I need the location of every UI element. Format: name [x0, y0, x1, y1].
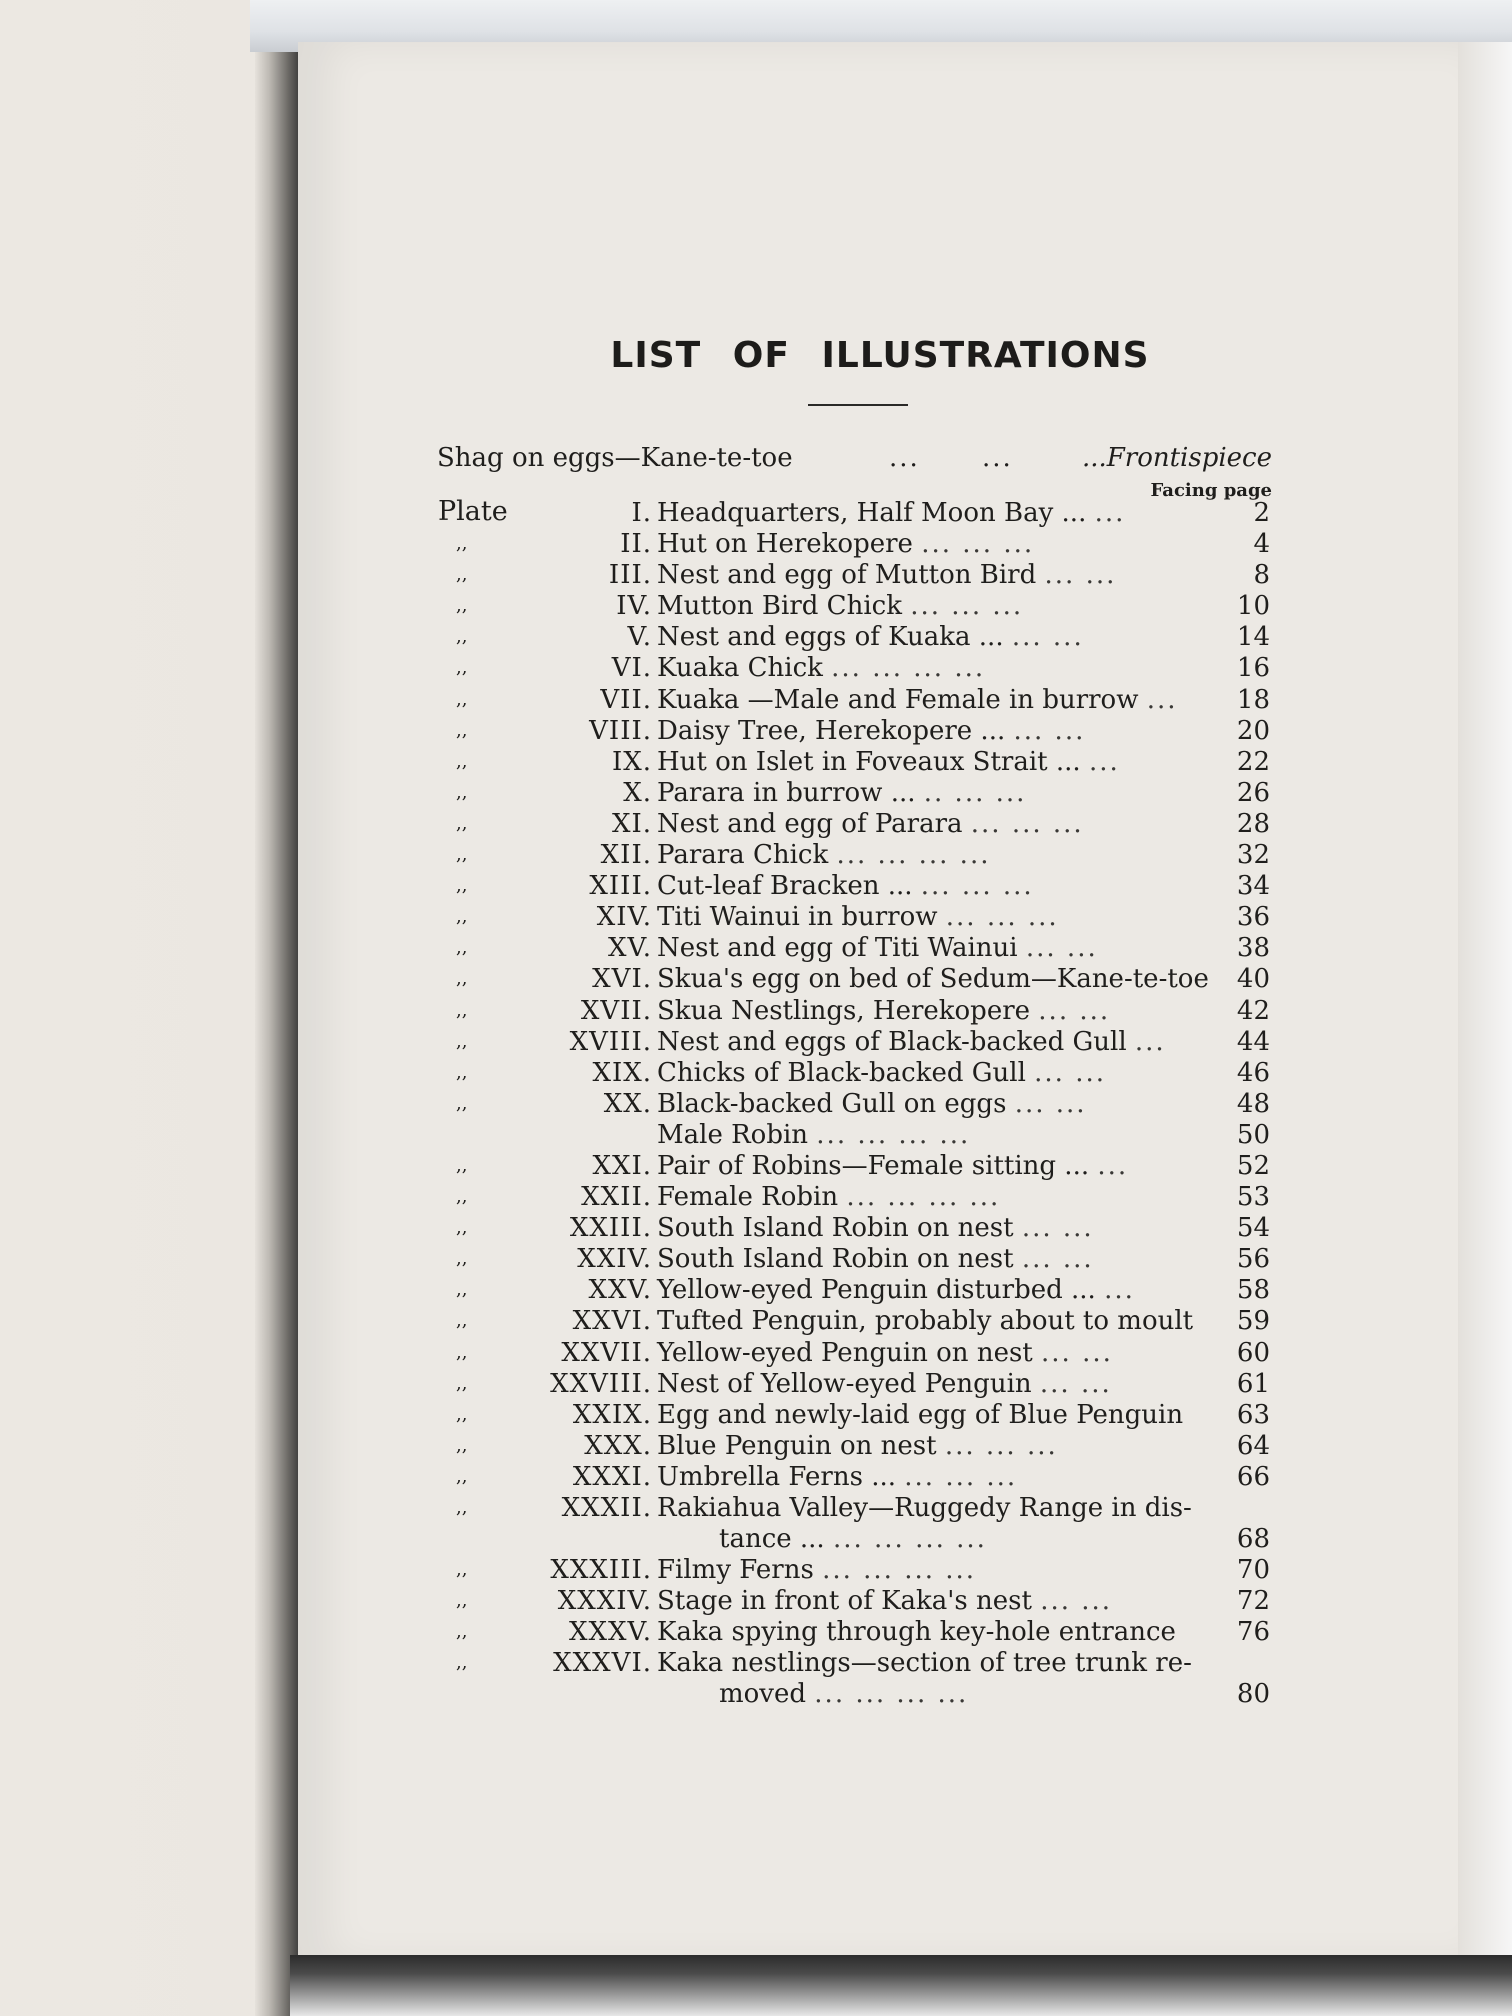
page-number: 22	[1236, 746, 1270, 777]
list-item	[430, 560, 1270, 591]
plate-numeral: XIII.	[589, 871, 652, 902]
plate-caption	[657, 653, 1217, 683]
page-number: 72	[1236, 1586, 1270, 1617]
page-number: 48	[1236, 1088, 1270, 1119]
list-item	[430, 1027, 1270, 1058]
list-item	[430, 1306, 1270, 1337]
leader-dots: ... ...	[1011, 622, 1084, 653]
list-item	[430, 653, 1270, 684]
list-item	[430, 964, 1270, 995]
plate-caption	[657, 1462, 1217, 1492]
plate-caption-continuation	[719, 1679, 968, 1709]
plate-caption	[657, 1027, 1217, 1057]
leader-dots: ... ...	[1038, 995, 1111, 1026]
plate-numeral: XXIV.	[577, 1244, 652, 1275]
page-number: 40	[1236, 964, 1270, 995]
page-number: 36	[1236, 902, 1270, 933]
plate-caption-continuation-text: tance ...	[719, 1524, 825, 1554]
ditto-mark: ,,	[456, 657, 468, 679]
list-item	[430, 1493, 1270, 1555]
plate-numeral: XXXV.	[568, 1617, 652, 1648]
plate-caption	[657, 1400, 1217, 1430]
ditto-mark: ,,	[456, 937, 468, 959]
page-number: 32	[1236, 840, 1270, 871]
plate-numeral: XIV.	[596, 902, 652, 933]
list-item	[430, 591, 1270, 622]
plate-caption-text: Kaka spying through key-hole entrance	[657, 1617, 1176, 1648]
plate-caption-text: Blue Penguin on nest	[657, 1430, 937, 1461]
plate-numeral: XI.	[611, 808, 652, 839]
plate-numeral: XXVII.	[561, 1337, 652, 1368]
plate-numeral: VII.	[600, 684, 652, 715]
page-number: 66	[1236, 1461, 1270, 1492]
page-number: 26	[1236, 777, 1270, 808]
ditto-mark: ,,	[456, 1186, 468, 1208]
page-number: 80	[1236, 1679, 1270, 1710]
plate-numeral: VI.	[611, 653, 652, 684]
leader-dots: ... ... ... ...	[816, 1119, 971, 1150]
plate-numeral: XXX.	[584, 1430, 652, 1461]
plate-caption	[657, 560, 1217, 590]
page-number: 56	[1236, 1244, 1270, 1275]
page-number: 10	[1236, 591, 1270, 622]
plate-numeral: III.	[608, 560, 652, 591]
page-number: 34	[1236, 871, 1270, 902]
ditto-mark: ,,	[456, 1434, 468, 1456]
ditto-mark: ,,	[456, 1341, 468, 1363]
page-number: 44	[1236, 1026, 1270, 1057]
plate-caption	[657, 1338, 1217, 1368]
page-number: 50	[1236, 1119, 1270, 1150]
illustration-list	[430, 498, 1270, 1710]
plate-caption-text: Kuaka —Male and Female in burrow	[657, 684, 1139, 715]
list-item	[430, 1275, 1270, 1306]
list-item	[430, 809, 1270, 840]
plate-caption-text: Black-backed Gull on eggs	[657, 1088, 1007, 1119]
plate-caption-text: Hut on Islet in Foveaux Strait ...	[657, 746, 1081, 777]
leader-dots: ... ... ...	[920, 871, 1034, 902]
ditto-mark: ,,	[456, 564, 468, 586]
plate-caption	[657, 747, 1217, 777]
page-number: 46	[1236, 1057, 1270, 1088]
ditto-mark: ,,	[456, 1465, 468, 1487]
ditto-mark: ,,	[456, 1652, 468, 1674]
plate-caption	[657, 1089, 1217, 1119]
list-item	[430, 685, 1270, 716]
plate-caption-text: Parara Chick	[657, 840, 829, 871]
plate-caption-text: Nest of Yellow-eyed Penguin	[657, 1368, 1032, 1399]
leader-dots: ... ...	[1021, 1213, 1094, 1244]
plate-caption	[657, 902, 1217, 932]
plate-numeral: XVII.	[580, 995, 652, 1026]
ditto-mark: ,,	[456, 719, 468, 741]
plate-caption-text: Male Robin	[657, 1119, 809, 1150]
ditto-mark: ,,	[456, 750, 468, 772]
plate-caption-text: South Island Robin on nest	[657, 1244, 1014, 1275]
plate-caption-text: Nest and eggs of Black-backed Gull	[657, 1026, 1127, 1057]
plate-caption	[657, 529, 1217, 559]
leader-dots: ... ... ...	[921, 529, 1035, 560]
frontispiece-entry	[437, 443, 1272, 483]
plate-caption	[657, 933, 1217, 963]
page-number: 53	[1236, 1182, 1270, 1213]
book-spine-edge	[255, 0, 303, 2016]
ditto-mark: ,,	[456, 1248, 468, 1270]
leader-dots: ... ...	[1025, 933, 1098, 964]
list-item	[430, 1213, 1270, 1244]
list-item	[430, 1400, 1270, 1431]
plate-numeral: XIX.	[592, 1057, 652, 1088]
plate-caption-text: Filmy Ferns	[657, 1555, 814, 1585]
leader-dots: ...	[1134, 1026, 1166, 1057]
page-number: 59	[1236, 1306, 1270, 1337]
leader-dots: ... ... ... ...	[814, 1679, 969, 1710]
plate-numeral: XVIII.	[569, 1026, 652, 1057]
plate-numeral: XXVI.	[572, 1306, 652, 1337]
plate-caption	[657, 1275, 1217, 1305]
leader-dots: ... ... ... ...	[846, 1182, 1001, 1213]
plate-caption-text: Daisy Tree, Herekopere ...	[657, 715, 1006, 746]
book-bottom-edge	[290, 1955, 1512, 2016]
page-number: 2	[1253, 498, 1270, 528]
page-number: 14	[1236, 622, 1270, 653]
ditto-mark: ,,	[456, 906, 468, 928]
plate-numeral: XXXIV.	[557, 1586, 652, 1617]
title-rule	[808, 404, 908, 406]
plate-caption	[657, 498, 1217, 528]
page-number: 38	[1236, 933, 1270, 964]
plate-caption-continuation	[719, 1524, 987, 1554]
ditto-mark: ,,	[456, 688, 468, 710]
plate-caption	[657, 1555, 1217, 1585]
plate-caption	[657, 1244, 1217, 1274]
ditto-mark: ,,	[456, 968, 468, 990]
list-item	[430, 1586, 1270, 1617]
leader-dots: ... ... ...	[944, 1430, 1058, 1461]
plate-caption	[657, 871, 1217, 901]
page-number: 18	[1236, 684, 1270, 715]
plate-caption-text: Parara in burrow ...	[657, 777, 916, 808]
list-item	[430, 840, 1270, 871]
ditto-mark: ,,	[456, 1372, 468, 1394]
plate-caption-text: Pair of Robins—Female sitting ...	[657, 1150, 1090, 1181]
plate-caption-text: Kuaka Chick	[657, 653, 823, 684]
list-item	[430, 1244, 1270, 1275]
plate-numeral: XXI.	[592, 1150, 652, 1181]
plate-numeral: XXIII.	[569, 1213, 652, 1244]
plate-caption-text: Egg and newly-laid egg of Blue Penguin	[657, 1399, 1184, 1430]
plate-numeral: VIII.	[589, 715, 652, 746]
leader-dots: ...	[1146, 684, 1178, 715]
list-item	[430, 996, 1270, 1027]
ditto-mark: ,,	[456, 1403, 468, 1425]
plate-numeral: XXIX.	[572, 1399, 652, 1430]
list-item	[430, 1151, 1270, 1182]
leader-dots: ... ...	[1040, 1586, 1113, 1617]
plate-numeral: XXII.	[581, 1182, 652, 1213]
leader-dots: .. ... ...	[923, 777, 1027, 808]
plate-caption-text: Nest and egg of Mutton Bird	[657, 560, 1037, 591]
ditto-mark: ,,	[456, 875, 468, 897]
ditto-mark: ,,	[456, 1590, 468, 1612]
leader-dots: ... ... ...	[945, 902, 1059, 933]
plate-caption-text: Female Robin	[657, 1182, 839, 1213]
plate-caption-text: South Island Robin on nest	[657, 1213, 1014, 1244]
plate-caption	[657, 1120, 1217, 1150]
plate-numeral: XXXVI.	[553, 1648, 652, 1679]
plate-caption	[657, 685, 1217, 715]
leader-dots: ... ... ... ...	[822, 1555, 977, 1585]
page-number: 60	[1236, 1337, 1270, 1368]
leader-dots: ... ... ... ...	[832, 1524, 987, 1554]
list-item	[430, 498, 1270, 529]
leader-dots: ...	[1088, 746, 1120, 777]
leader-dots: ... ... ...	[910, 591, 1024, 622]
list-item	[430, 1369, 1270, 1400]
plate-caption	[657, 1213, 1217, 1243]
plate-caption-text: Mutton Bird Chick	[657, 591, 902, 622]
frontispiece-caption: Shag on eggs—Kane-te-toe	[437, 443, 793, 473]
plate-numeral: V.	[627, 622, 652, 653]
page-number: 58	[1236, 1275, 1270, 1306]
list-item	[430, 933, 1270, 964]
frontispiece-page: ...Frontispiece	[1081, 443, 1272, 473]
plate-numeral: IV.	[616, 591, 652, 622]
ditto-mark: ,,	[456, 999, 468, 1021]
leader-dots: ... ... ...	[904, 1461, 1018, 1492]
ditto-mark: ,,	[456, 1497, 468, 1518]
plate-caption-text: Nest and egg of Titi Wainui	[657, 933, 1018, 964]
plate-caption-text: Cut-leaf Bracken ...	[657, 871, 913, 902]
plate-numeral: XXVIII.	[550, 1368, 652, 1399]
plate-caption-text: Chicks of Black-backed Gull	[657, 1057, 1026, 1088]
plate-caption	[657, 622, 1217, 652]
plate-caption	[657, 1058, 1217, 1088]
page-number: 61	[1236, 1368, 1270, 1399]
leader-dots: ...	[1094, 498, 1126, 528]
leader-dots: ...	[1097, 1150, 1129, 1181]
plate-caption-text: Hut on Herekopere	[657, 529, 913, 560]
leader-dots: ... ...	[1021, 1244, 1094, 1275]
ditto-mark: ,,	[456, 1061, 468, 1083]
plate-caption-text: Yellow-eyed Penguin disturbed ...	[657, 1275, 1096, 1306]
plate-numeral: I.	[631, 498, 652, 528]
list-item	[430, 871, 1270, 902]
page-number: 64	[1236, 1430, 1270, 1461]
ditto-mark: ,,	[456, 844, 468, 866]
plate-caption-text: Umbrella Ferns ...	[657, 1461, 897, 1492]
plate-caption-text: Stage in front of Kaka's nest	[657, 1586, 1032, 1617]
plate-caption-continuation-text: moved	[719, 1679, 807, 1710]
list-item	[430, 1555, 1270, 1586]
list-item	[430, 1431, 1270, 1462]
ditto-mark: ,,	[456, 1559, 468, 1580]
plate-caption	[657, 1306, 1217, 1336]
plate-caption	[657, 1493, 1217, 1554]
list-item	[430, 1648, 1270, 1710]
leader-dots: ... ...	[1034, 1057, 1107, 1088]
plate-caption-text: Headquarters, Half Moon Bay ...	[657, 498, 1087, 528]
plate-caption	[657, 1586, 1217, 1616]
plate-numeral: XX.	[603, 1088, 652, 1119]
plate-caption	[657, 1369, 1217, 1399]
page-number: 8	[1253, 560, 1270, 591]
plate-numeral: XV.	[607, 933, 652, 964]
plate-caption	[657, 1617, 1217, 1647]
page-number: 16	[1236, 653, 1270, 684]
plate-numeral: XXXI.	[572, 1461, 652, 1492]
leader-dots: ... ...	[1013, 715, 1086, 746]
ditto-mark: ,,	[456, 1621, 468, 1643]
plate-caption-text: Rakiahua Valley—Ruggedy Range in dis-	[657, 1493, 1192, 1523]
plate-numeral: XXXII.	[561, 1493, 652, 1523]
plate-caption-text: Yellow-eyed Penguin on nest	[657, 1337, 1033, 1368]
list-item	[430, 1617, 1270, 1648]
ditto-mark: ,,	[456, 1092, 468, 1114]
ditto-mark: ,,	[456, 812, 468, 834]
page-number: 20	[1236, 715, 1270, 746]
page-title: LIST OF ILLUSTRATIONS	[610, 335, 1150, 376]
plate-caption-text: Kaka nestlings—section of tree trunk re-	[657, 1648, 1192, 1679]
plate-caption-text: Nest and eggs of Kuaka ...	[657, 622, 1004, 653]
list-item	[430, 529, 1270, 560]
leader-dots: ... ...	[1041, 1337, 1113, 1368]
list-item	[430, 902, 1270, 933]
plate-caption	[657, 964, 1217, 994]
page-number: 52	[1236, 1150, 1270, 1181]
ditto-mark: ,,	[456, 533, 468, 555]
plate-caption-text: Nest and egg of Parara	[657, 808, 963, 839]
leader-dots: ...	[889, 443, 920, 473]
ditto-mark: ,,	[456, 1030, 468, 1052]
page-number: 4	[1253, 529, 1270, 560]
ditto-mark: ,,	[456, 1217, 468, 1239]
list-item	[430, 716, 1270, 747]
plate-caption	[657, 1648, 1217, 1710]
list-item	[430, 1058, 1270, 1089]
plate-caption	[657, 716, 1217, 746]
leader-dots: ... ... ... ...	[836, 840, 991, 871]
plate-caption	[657, 1182, 1217, 1212]
plate-numeral: XXV.	[588, 1275, 652, 1306]
plate-numeral: IX.	[611, 746, 652, 777]
ditto-mark: ,,	[456, 1154, 468, 1176]
plate-caption	[657, 1431, 1217, 1461]
plate-caption-text: Skua's egg on bed of Sedum—Kane-te-toe	[657, 964, 1209, 995]
list-item	[430, 1462, 1270, 1493]
leader-dots: ... ... ... ...	[831, 653, 986, 684]
plate-numeral: II.	[620, 529, 652, 560]
plate-caption	[657, 809, 1217, 839]
plate-caption-text: Skua Nestlings, Herekopere	[657, 995, 1031, 1026]
list-item	[430, 747, 1270, 778]
ditto-mark: ,,	[456, 1279, 468, 1301]
facing-page-header: Facing page	[1150, 480, 1272, 501]
page-number: 28	[1236, 808, 1270, 839]
plate-numeral: XXXIII.	[550, 1555, 652, 1585]
list-item	[430, 1338, 1270, 1369]
leader-dots: ... ...	[1039, 1368, 1112, 1399]
plate-caption-text: Tufted Penguin, probably about to moult	[657, 1306, 1194, 1337]
plate-caption	[657, 840, 1217, 870]
page-number: 42	[1236, 995, 1270, 1026]
page-number: 76	[1236, 1617, 1270, 1648]
ditto-mark: ,,	[456, 1310, 468, 1332]
leader-dots: ...	[982, 443, 1013, 473]
plate-label: Plate	[438, 496, 508, 527]
leader-dots: ...	[1104, 1275, 1135, 1306]
page-fore-edge	[1458, 42, 1512, 1962]
list-item	[430, 1182, 1270, 1213]
leader-dots: ... ...	[1044, 560, 1117, 591]
plate-numeral: XII.	[600, 840, 652, 871]
leader-dots: ... ... ...	[970, 808, 1084, 839]
ditto-mark: ,,	[456, 781, 468, 803]
plate-caption	[657, 1151, 1217, 1181]
list-item	[430, 1089, 1270, 1120]
leader-dots: ... ...	[1014, 1088, 1087, 1119]
list-item	[430, 1120, 1270, 1151]
page-number: 68	[1236, 1524, 1270, 1554]
page-number: 54	[1236, 1213, 1270, 1244]
plate-numeral: X.	[623, 777, 652, 808]
page-number: 63	[1236, 1399, 1270, 1430]
plate-caption	[657, 591, 1217, 621]
page-number: 70	[1236, 1555, 1270, 1585]
ditto-mark: ,,	[456, 626, 468, 648]
plate-numeral: XVI.	[592, 964, 652, 995]
plate-caption-text: Titi Wainui in burrow	[657, 902, 938, 933]
plate-caption	[657, 778, 1217, 808]
list-item	[430, 778, 1270, 809]
ditto-mark: ,,	[456, 595, 468, 617]
plate-caption	[657, 996, 1217, 1026]
list-item	[430, 622, 1270, 653]
